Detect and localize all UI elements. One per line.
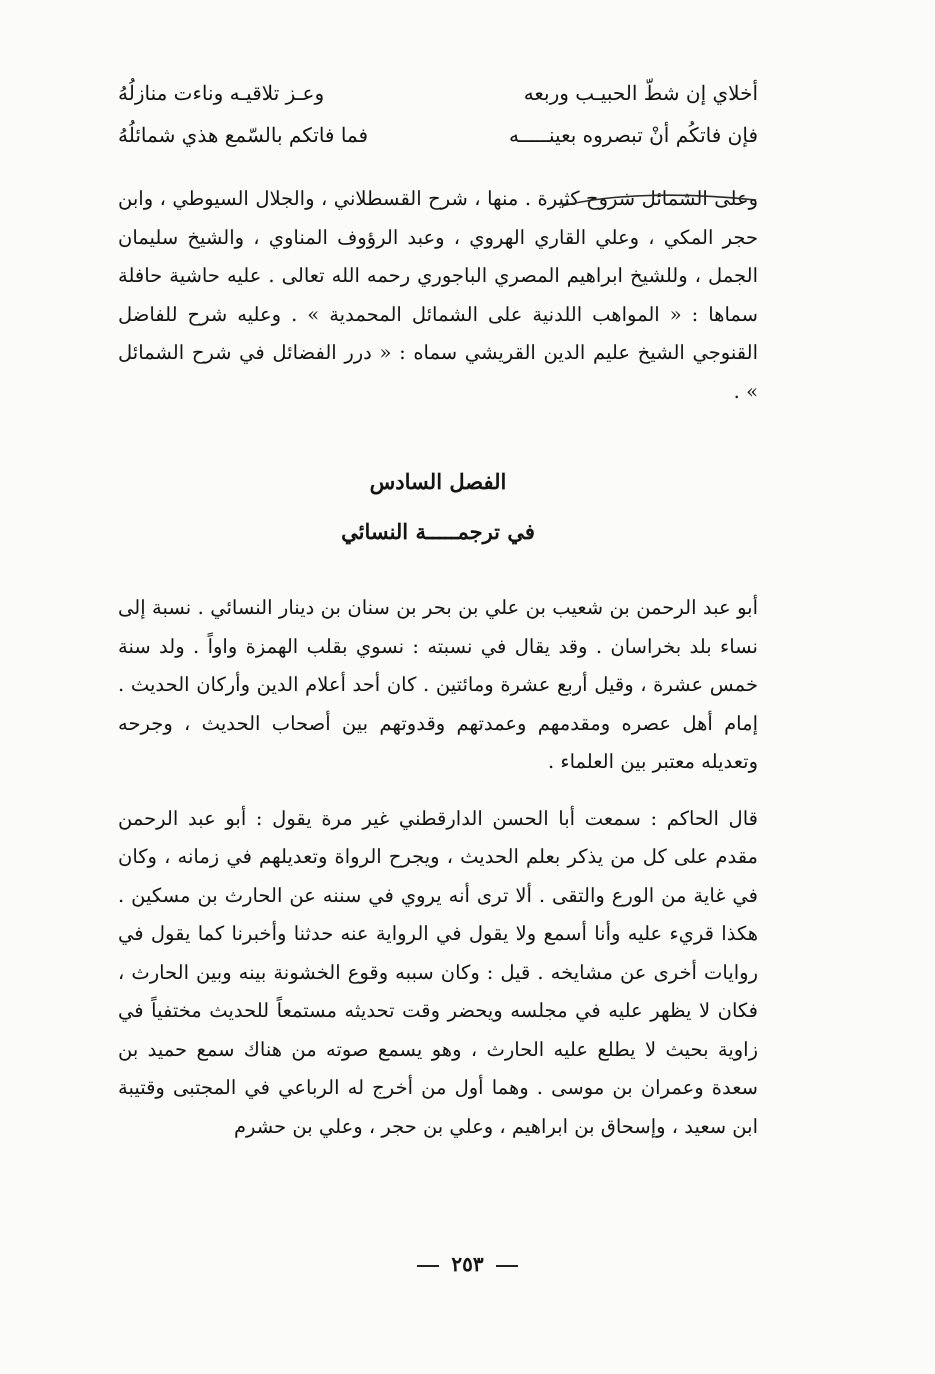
poem-hemistich: وعـز تلاقيـه وناءت منازلُهُ [118, 81, 325, 105]
page-number: ٢٥٣ [451, 1252, 484, 1276]
page-footer [0, 1252, 935, 1276]
handwritten-underline-mark [560, 186, 760, 216]
poem-hemistich: فما فاتكم بالسّمع هذي شمائلُهُ [118, 123, 369, 147]
poem [118, 72, 758, 158]
biography-paragraph: أبو عبد الرحمن بن شعيب بن علي بن بحر بن سنان بن دينار النسائي . نسبة إلى نساء بلد بخراسان . وقد يقال في نسبته : نسوي بقلب الهمزة واواً . ولد سنة خمس عشرة ، وقيل أربع عشرة ومائتين . كان أحد أعلام الدين وأركان الحديث . إمام أهل عصره ومقدمهم وعمدتهم وقدوتهم بين أصحاب الحديث ، وجرحه وتعديله معتبر بين العلماء . [118, 596, 758, 773]
page-body [118, 72, 758, 1146]
poem-line [118, 114, 758, 156]
chapter-title: الفصل السادس [369, 469, 507, 494]
poem-line [118, 72, 758, 114]
hakim-quote-paragraph: قال الحاكم : سمعت أبا الحسن الدارقطني غير مرة يقول : أبو عبد الرحمن مقدم على كل من يذكر بعلم الحديث ، ويجرح الرواة وتعديلهم في زمانه ، وكان في غاية من الورع والتقى . ألا ترى أنه يروي في سننه عن الحارث بن مسكين . هكذا قريء عليه وأنا أسمع ولا يقول في الرواية عنه حدثنا وأخبرنا كما يقول في روايات أخرى عن مشايخه . قيل : وكان سببه وقوع الخشونة بينه وبين الحارث ، فكان لا يظهر عليه في مجلسه ويحضر وقت تحديثه مستمعاً للحديث مختفياً في زاوية بحيث لا يطلع عليه الحارث ، وهو يسمع صوته من هناك سمع حميد بن سعدة وعمران بن موسى . وهما أول من أخرج له الرباعي في المجتبى وقتيبة ابن سعيد ، وإسحاق بن ابراهيم ، وعلي بن حجر ، وعلي بن حشرم [118, 806, 758, 1138]
footer-dash [496, 1265, 518, 1267]
footer-dash [417, 1265, 439, 1267]
commentaries-paragraph: وعلى الشمائل شروح كثيرة . منها ، شرح القسطلاني ، والجلال السيوطي ، وابن حجر المكي ، وعلي القاري الهروي ، وعبد الرؤوف المناوي ، والشيخ سليمان الجمل ، وللشيخ ابراهيم المصري الباجوري رحمه الله تعالى . عليه حاشية حافلة سماها : « المواهب اللدنية على الشمائل المحمدية » . وعليه شرح للفاضل القنوجي الشيخ عليم الدين القريشي سماه : « درر الفضائل في شرح الشمائل » . [118, 187, 758, 403]
poem-hemistich: فإن فاتكُم أنْ تبصروه بعينـــــه [508, 123, 758, 147]
poem-hemistich: أخلاي إن شطّ الحبيـب وربعه [523, 81, 758, 105]
chapter-subtitle: في ترجمـــــة النسائي [341, 519, 535, 544]
